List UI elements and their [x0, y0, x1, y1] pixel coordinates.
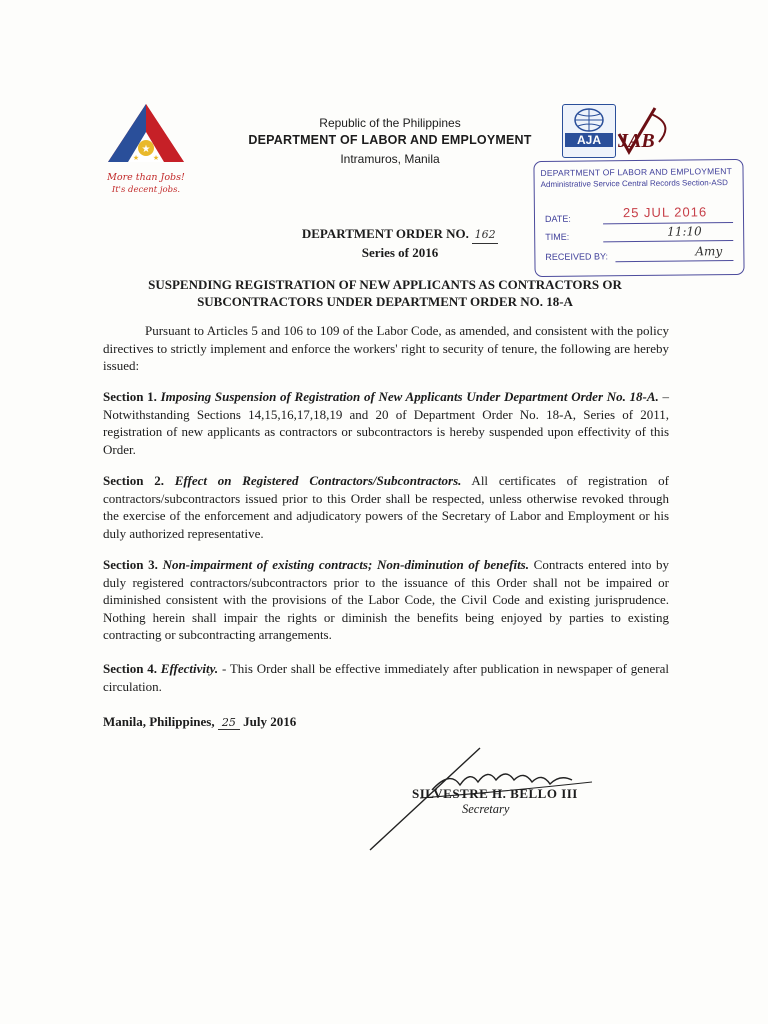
order-number: 162: [472, 226, 498, 244]
stamp-time-label: TIME:: [545, 231, 570, 242]
section-3-label: Section 3.: [103, 557, 158, 572]
section-1-heading: Imposing Suspension of Registration of New Applicants Under Department Order No. 18-A.: [160, 389, 659, 404]
jab-label: JAB: [618, 130, 655, 152]
stamp-received-value: Amy: [695, 244, 723, 259]
section-4-label: Section 4.: [103, 661, 157, 676]
section-1-text: – Notwithstanding Sections 14,15,16,17,18,19 and 20 of Department Order No. 18-A, Series of 2011, registration of new applicants as contractors or subcontractors is hereby suspended upon effectivity of this Order.: [103, 389, 669, 457]
svg-text:★: ★: [152, 154, 160, 162]
dateline-suffix: July 2016: [243, 714, 297, 729]
stamp-received-label: RECEIVED BY:: [545, 251, 608, 262]
order-label: DEPARTMENT ORDER NO.: [301, 226, 469, 241]
section-4: [103, 660, 669, 695]
dole-logo-icon: [100, 100, 192, 200]
aja-label: AJA: [565, 133, 613, 147]
stamp-date-label: DATE:: [544, 213, 571, 224]
section-2-heading: Effect on Registered Contractors/Subcontractors.: [174, 473, 462, 488]
stamp-dept: DEPARTMENT OF LABOR AND EMPLOYMENT: [540, 166, 733, 179]
order-title: [100, 276, 670, 310]
section-1: [103, 388, 669, 458]
stamp-section: Administrative Service Central Records Section-ASD: [540, 178, 728, 190]
logo-tagline-1: More than Jobs!: [107, 172, 185, 183]
dateline: [103, 714, 296, 730]
section-1-label: Section 1.: [103, 389, 157, 404]
section-3-text: Contracts entered into by duly registered contractors/subcontractors prior to the issuance of this Order shall not be impaired or diminished consistent with the provisions of the Labor Code, the Civil Code and existing jurisprudence. Nothing herein shall impair the rights or diminish the benefits being enjoyed by parties to existing contracting or subcontracting arrangements.: [103, 557, 669, 643]
signatory-title: Secretary: [462, 802, 510, 816]
preamble: Pursuant to Articles 5 and 106 to 109 of the Labor Code, as amended, and consistent with the policy directives to strictly implement and enforce the workers' right to security of tenure, the following are hereby issued:: [103, 323, 669, 374]
section-4-text: - This Order shall be effective immediately after publication in newspaper of general circulation.: [103, 661, 669, 694]
section-3: [103, 556, 669, 644]
title-line-2: SUBCONTRACTORS UNDER DEPARTMENT ORDER NO. 18-A: [197, 294, 573, 309]
section-3-heading: Non-impairment of existing contracts; Non-diminution of benefits.: [162, 557, 529, 572]
section-2: [103, 472, 669, 542]
section-2-text: All certificates of registration of contractors/subcontractors issued prior to this Order shall be respected, unless otherwise revoked through the exercise of the enforcement and adjudicatory powers of the Secretary of Labor and Employment or his duly authorized representative.: [103, 473, 669, 541]
title-line-1: SUSPENDING REGISTRATION OF NEW APPLICANTS AS CONTRACTORS OR: [148, 277, 622, 292]
globe-icon: [563, 105, 615, 135]
aja-badge: [562, 104, 616, 158]
stamp-time-value: 11:10: [667, 224, 702, 239]
dateline-day: 25: [218, 716, 240, 730]
section-2-label: Section 2.: [103, 473, 164, 488]
received-stamp: [533, 159, 744, 277]
order-series: Series of 2016: [361, 245, 439, 260]
svg-text:★: ★: [141, 144, 151, 155]
dateline-prefix: Manila, Philippines,: [103, 714, 215, 729]
order-heading: [270, 225, 530, 261]
logo-tagline-2: It's decent jobs.: [111, 185, 181, 195]
section-4-heading: Effectivity.: [160, 661, 219, 676]
signatory-name: SILVESTRE H. BELLO III: [412, 786, 578, 801]
stamp-date-value: 25 JUL 2016: [622, 204, 708, 221]
svg-text:★: ★: [132, 154, 140, 162]
header-republic: Republic of the Philippines: [319, 116, 461, 130]
header-location: Intramuros, Manila: [340, 152, 440, 166]
header-department: DEPARTMENT OF LABOR AND EMPLOYMENT: [248, 133, 532, 147]
